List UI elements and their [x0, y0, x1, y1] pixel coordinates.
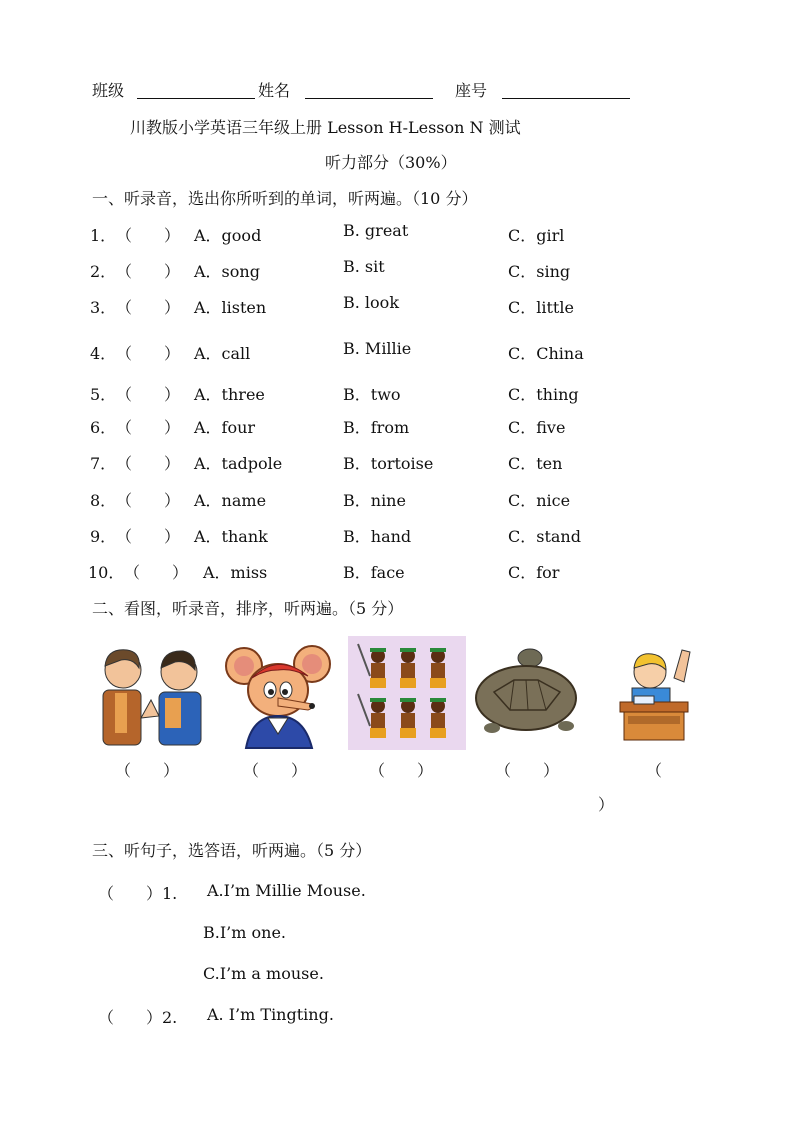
page-title: 川教版小学英语三年级上册 Lesson H-Lesson N 测试	[130, 118, 521, 137]
answer-paren[interactable]: （ ）	[116, 454, 181, 473]
class-blank[interactable]	[137, 82, 255, 99]
option-c: C．China	[508, 344, 584, 363]
picture-boy-raising-hand	[614, 642, 694, 744]
name-label	[258, 78, 290, 101]
option-a: A．tadpole	[194, 454, 283, 473]
option-b: B．face	[343, 563, 405, 582]
boys-greeting-illustration	[93, 638, 208, 748]
picture-answer-2[interactable]: （ ）	[243, 761, 308, 780]
answer-paren[interactable]: （ ）	[116, 262, 181, 281]
dancers-illustration	[348, 636, 466, 750]
question-number: 10．	[88, 563, 125, 582]
q2-paren[interactable]: （ ）2.	[98, 1008, 178, 1027]
option-c: C．thing	[508, 385, 579, 404]
answer-paren[interactable]: （ ）	[116, 385, 181, 404]
option-c: C．for	[508, 563, 560, 582]
option-c: C．ten	[508, 454, 563, 473]
question-number: 4．	[90, 344, 117, 363]
class-label	[92, 78, 124, 101]
picture-tortoise	[474, 640, 582, 744]
section2-heading: 二、看图，听录音，排序，听两遍。（5 分）	[92, 599, 404, 618]
picture-answer-1[interactable]: （ ）	[115, 761, 180, 780]
answer-paren[interactable]: （ ）	[116, 344, 181, 363]
option-a: A．four	[194, 418, 256, 437]
answer-paren[interactable]: （ ）	[116, 418, 181, 437]
question-number: 2．	[90, 262, 117, 281]
answer-paren[interactable]: （ ）	[116, 491, 181, 510]
option-b: B．nine	[343, 491, 406, 510]
option-c: C．girl	[508, 226, 565, 245]
option-a: A．thank	[194, 527, 268, 546]
seat-blank[interactable]	[502, 82, 630, 99]
option-b: B．tortoise	[343, 454, 434, 473]
question-number: 3．	[90, 298, 117, 317]
option-c: C．five	[508, 418, 566, 437]
picture-millie-mouse	[222, 638, 334, 750]
picture-answer-4[interactable]: （ ）	[495, 761, 560, 780]
class-label-text: 班级	[92, 81, 125, 100]
tortoise-illustration	[474, 640, 582, 744]
picture-boys-greeting	[93, 638, 208, 748]
option-b: B．from	[343, 418, 410, 437]
picture-dancers	[348, 636, 466, 750]
option-b: B. sit	[343, 257, 385, 276]
answer-paren[interactable]: （ ）	[116, 527, 181, 546]
answer-paren[interactable]: （ ）	[124, 563, 189, 582]
section3-heading: 三、听句子，选答语，听两遍。（5 分）	[92, 841, 372, 860]
option-a: A．call	[194, 344, 251, 363]
page-subtitle: 听力部分（30%）	[325, 153, 457, 172]
section1-heading: 一、听录音，选出你所听到的单词，听两遍。（10 分）	[92, 189, 478, 208]
option-b: B. great	[343, 221, 409, 240]
option-c: C．little	[508, 298, 574, 317]
option-b: B．two	[343, 385, 401, 404]
question-number: 1．	[90, 226, 117, 245]
boy-raising-hand-illustration	[614, 642, 694, 744]
option-c: C．sing	[508, 262, 571, 281]
q1-option-a: A.I’m Millie Mouse.	[207, 881, 366, 900]
q1-option-b: B.I’m one.	[203, 923, 286, 942]
answer-paren[interactable]: （ ）	[116, 226, 181, 245]
name-label-text: 姓名	[258, 81, 291, 100]
question-number: 8．	[90, 491, 117, 510]
option-a: A．listen	[194, 298, 267, 317]
answer-paren[interactable]: （ ）	[116, 298, 181, 317]
option-a: A．three	[194, 385, 265, 404]
name-blank[interactable]	[305, 82, 433, 99]
picture-answer-5-open[interactable]: （	[646, 761, 663, 780]
option-c: C．nice	[508, 491, 571, 510]
picture-answer-5-close: ）	[598, 795, 615, 814]
q2-option-a: A. I’m Tingting.	[207, 1005, 334, 1024]
q1-option-c: C.I’m a mouse.	[203, 964, 324, 983]
option-b: B. look	[343, 293, 400, 312]
millie-mouse-illustration	[222, 638, 334, 750]
option-b: B. Millie	[343, 339, 412, 358]
seat-label	[455, 78, 487, 101]
q1-paren[interactable]: （ ）1.	[98, 884, 178, 903]
option-a: A．miss	[203, 563, 268, 582]
seat-label-text: 座号	[455, 81, 488, 100]
option-a: A．good	[194, 226, 262, 245]
question-number: 9．	[90, 527, 117, 546]
question-number: 7．	[90, 454, 117, 473]
picture-answer-3[interactable]: （ ）	[369, 761, 434, 780]
option-b: B．hand	[343, 527, 412, 546]
option-a: A．name	[194, 491, 267, 510]
option-c: C．stand	[508, 527, 581, 546]
question-number: 5．	[90, 385, 117, 404]
question-number: 6．	[90, 418, 117, 437]
option-a: A．song	[194, 262, 260, 281]
